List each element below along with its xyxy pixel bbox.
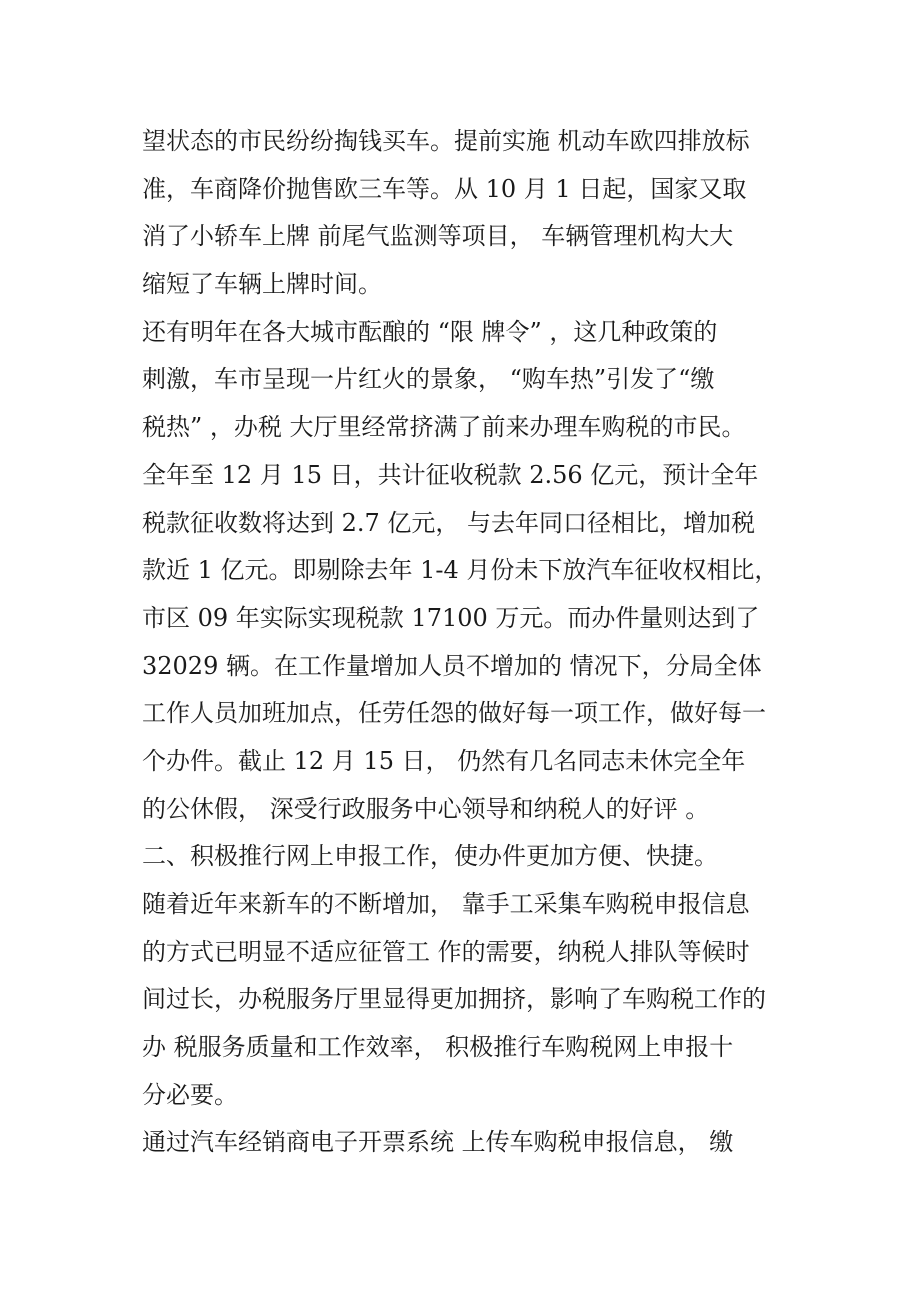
text-line: 的方式已明显不适应征管工 作的需要，纳税人排队等候时 xyxy=(142,937,750,966)
text-line: 市区 09 年实际实现税款 17100 万元。而办件量则达到了 xyxy=(142,603,760,632)
text-line: 工作人员加班加点，任劳任怨的做好每一项工作，做好每一 xyxy=(142,699,766,728)
text-line: 32029 辆。在工作量增加人员不增加的 情况下，分局全体 xyxy=(142,651,762,680)
text-line: 间过长，办税服务厅里显得更加拥挤，影响了车购税工作的 xyxy=(142,985,766,1014)
text-line: 税热” ，办税 大厅里经常挤满了前来办理车购税的市民。 xyxy=(142,413,746,442)
text-line: 望状态的市民纷纷掏钱买车。提前实施 机动车欧四排放标 xyxy=(142,127,750,155)
text-line: 消了小轿车上牌 前尾气监测等项目， 车辆管理机构大大 xyxy=(142,222,734,251)
text-line: 款近 1 亿元。即剔除去年 1-4 月份未下放汽车征收权相比， xyxy=(142,556,779,585)
text-line: 办 税服务质量和工作效率， 积极推行车购税网上申报十 xyxy=(142,1033,734,1062)
text-line: 税款征收数将达到 2.7 亿元， 与去年同口径相比，增加税 xyxy=(142,508,756,537)
section-heading: 二、积极推行网上申报工作，使办件更加方便、快捷。 xyxy=(142,842,718,871)
text-line: 缩短了车辆上牌时间。 xyxy=(142,270,382,299)
text-line: 的公休假， 深受行政服务中心领导和纳税人的好评 。 xyxy=(142,794,710,823)
text-line: 刺激，车市呈现一片红火的景象， “购车热”引发了“缴 xyxy=(142,365,715,394)
text-line: 还有明年在各大城市酝酿的 “限 牌令” ，这几种政策的 xyxy=(142,317,718,346)
text-line: 分必要。 xyxy=(142,1080,238,1109)
document-body xyxy=(142,118,792,1167)
text-line: 随着近年来新车的不断增加， 靠手工采集车购税申报信息 xyxy=(142,890,750,918)
text-line: 通过汽车经销商电子开票系统 上传车购税申报信息， 缴 xyxy=(142,1128,734,1157)
text-line: 准，车商降价抛售欧三车等。从 10 月 1 日起，国家又取 xyxy=(142,174,747,203)
text-line: 个办件。截止 12 月 15 日， 仍然有几名同志未休完全年 xyxy=(142,746,746,775)
text-line: 全年至 12 月 15 日，共计征收税款 2.56 亿元，预计全年 xyxy=(142,460,759,489)
